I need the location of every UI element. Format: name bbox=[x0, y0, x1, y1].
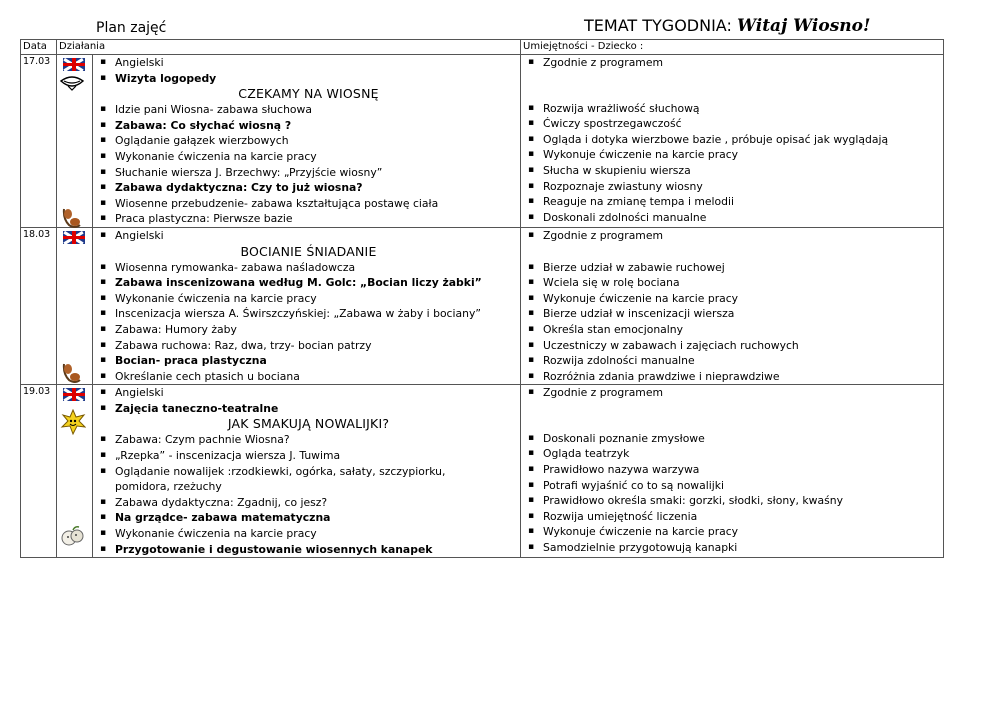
uk-flag-icon bbox=[63, 231, 85, 244]
plan-table bbox=[20, 39, 944, 558]
header-skills: Umiejętności - Dziecko : bbox=[521, 40, 944, 55]
day-skills bbox=[521, 55, 944, 228]
list-item: ▪ Rozpoznaje zwiastuny wiosny bbox=[525, 179, 943, 195]
list-item: ▪ Idzie pani Wiosna- zabawa słuchowa bbox=[97, 102, 520, 118]
pre-list bbox=[97, 385, 520, 416]
mouth-icon bbox=[59, 75, 85, 91]
list-item: ▪ Samodzielnie przygotowują kanapki bbox=[525, 540, 943, 556]
day-subtitle: CZEKAMY NA WIOSNĘ bbox=[238, 86, 379, 102]
list-item: ▪ Wykonuje ćwiczenie na karcie pracy bbox=[525, 524, 943, 540]
list-item: ▪ Zabawa: Czym pachnie Wiosna? bbox=[97, 432, 520, 448]
list-item: ▪ Bierze udział w zabawie ruchowej bbox=[525, 260, 943, 276]
list-item: ▪ Rozwija umiejętność liczenia bbox=[525, 509, 943, 525]
list-item: ▪ Prawidłowo określa smaki: gorzki, słodki, słony, kwaśny bbox=[525, 493, 943, 509]
theme-title: Witaj Wiosno! bbox=[736, 16, 871, 36]
list-item: ▪ Angielski bbox=[97, 228, 520, 244]
header-actions bbox=[57, 40, 521, 55]
list-item: ▪ Uczestniczy w zabawach i zajęciach ruchowych bbox=[525, 338, 943, 354]
list-item-continuation: pomidora, rzeżuchy bbox=[115, 480, 222, 494]
day-date: 18.03 bbox=[21, 227, 57, 384]
list-item: ▪ Rozwija zdolności manualne bbox=[525, 353, 943, 369]
list-item: ▪ Oglądanie gałązek wierzbowych bbox=[97, 133, 520, 149]
header-date: Data bbox=[21, 40, 57, 55]
list-item: ▪ „Rzepka” - inscenizacja wiersza J. Tuwima bbox=[97, 448, 520, 464]
list-item: ▪ Zabawa dydaktyczna: Zgadnij, co jesz? bbox=[97, 495, 520, 511]
list-item: ▪ Doskonali zdolności manualne bbox=[525, 210, 943, 226]
list-item: ▪ Oglądanie nowalijek :rzodkiewki, ogórka, sałaty, szczypiorku, bbox=[97, 464, 520, 480]
list-item: ▪ Doskonali poznanie zmysłowe bbox=[525, 431, 943, 447]
list-item: ▪ Zabawa dydaktyczna: Czy to już wiosna? bbox=[97, 180, 520, 196]
list-item: ▪ Praca plastyczna: Pierwsze bazie bbox=[97, 211, 520, 227]
list-item: ▪ Wiosenne przebudzenie- zabawa kształtująca postawę ciała bbox=[97, 196, 520, 212]
list-item: ▪ Wizyta logopedy bbox=[97, 71, 520, 87]
uk-flag-icon bbox=[63, 58, 85, 71]
day-actions bbox=[93, 55, 521, 228]
day-subtitle: JAK SMAKUJĄ NOWALIJKI? bbox=[227, 416, 390, 432]
list-item: ▪ Określanie cech ptasich u bociana bbox=[97, 369, 520, 385]
list-item: ▪ Zgodnie z programem bbox=[525, 55, 943, 71]
list-item: ▪ Ogląda i dotyka wierzbowe bazie , próbuje opisać jak wyglądają bbox=[525, 132, 943, 148]
list-item: ▪ Zabawa: Co słychać wiosną ? bbox=[97, 118, 520, 134]
table-header-row bbox=[21, 40, 944, 55]
list-item: ▪ Wykonuje ćwiczenie na karcie pracy bbox=[525, 147, 943, 163]
list-item: ▪ Zabawa inscenizowana według M. Golc: „Bocian liczy żabki” bbox=[97, 275, 520, 291]
list-item: ▪ Rozróżnia zdania prawdziwe i nieprawdziwe bbox=[525, 369, 943, 385]
list-item: ▪ Prawidłowo nazywa warzywa bbox=[525, 462, 943, 478]
list-item: ▪ Rozwija wrażliwość słuchową bbox=[525, 101, 943, 117]
day-icons bbox=[57, 227, 93, 384]
action-list bbox=[97, 260, 520, 385]
list-item: ▪ Zgodnie z programem bbox=[525, 385, 943, 401]
header-actions-label: Działania bbox=[59, 41, 106, 52]
skills-list bbox=[525, 228, 943, 384]
catkin-icon bbox=[61, 360, 83, 384]
skills-list bbox=[525, 55, 943, 225]
theme-prefix: TEMAT TYGODNIA: bbox=[584, 16, 732, 35]
list-item: ▪ Zabawa ruchowa: Raz, dwa, trzy- bocian patrzy bbox=[97, 338, 520, 354]
list-item: ▪ Na grządce- zabawa matematyczna bbox=[97, 510, 520, 526]
list-item: ▪ Potrafi wyjaśnić co to są nowalijki bbox=[525, 478, 943, 494]
list-item: ▪ Wciela się w rolę bociana bbox=[525, 275, 943, 291]
list-item: ▪ Wykonanie ćwiczenia na karcie pracy bbox=[97, 291, 520, 307]
list-item: ▪ Angielski bbox=[97, 385, 520, 401]
day-icons bbox=[57, 55, 93, 228]
list-item: ▪ Określa stan emocjonalny bbox=[525, 322, 943, 338]
day-icons bbox=[57, 385, 93, 558]
pre-list bbox=[97, 228, 520, 244]
day-row bbox=[21, 385, 944, 558]
list-item: ▪ Zajęcia taneczno-teatralne bbox=[97, 401, 520, 417]
action-list bbox=[97, 102, 520, 227]
catkin-icon bbox=[61, 205, 83, 229]
list-item: ▪ Bierze udział w inscenizacji wiersza bbox=[525, 306, 943, 322]
sun-icon bbox=[60, 409, 86, 435]
uk-flag-icon bbox=[63, 388, 85, 401]
pre-list bbox=[97, 55, 520, 86]
list-item: ▪ Wykonuje ćwiczenie na karcie pracy bbox=[525, 291, 943, 307]
list-item: ▪ Wykonanie ćwiczenia na karcie pracy bbox=[97, 526, 520, 542]
list-item: ▪ Słucha w skupieniu wiersza bbox=[525, 163, 943, 179]
day-subtitle: BOCIANIE ŚNIADANIE bbox=[240, 243, 377, 259]
list-item: ▪ Zgodnie z programem bbox=[525, 228, 943, 244]
day-date: 17.03 bbox=[21, 55, 57, 228]
list-item: ▪ Inscenizacja wiersza A. Świrszczyńskiej: „Zabawa w żaby i bociany” bbox=[97, 306, 520, 322]
day-skills bbox=[521, 385, 944, 558]
day-actions bbox=[93, 227, 521, 384]
list-item: ▪ Bocian- praca plastyczna bbox=[97, 353, 520, 369]
vegetables-icon bbox=[60, 525, 86, 549]
list-item: ▪ Ogląda teatrzyk bbox=[525, 446, 943, 462]
list-item: ▪ Słuchanie wiersza J. Brzechwy: „Przyjście wiosny” bbox=[97, 165, 520, 181]
skills-list bbox=[525, 385, 943, 555]
list-item: ▪ Angielski bbox=[97, 55, 520, 71]
list-item: ▪ Wykonanie ćwiczenia na karcie pracy bbox=[97, 149, 520, 165]
list-item: ▪ Przygotowanie i degustowanie wiosennych kanapek bbox=[97, 542, 520, 558]
day-row bbox=[21, 55, 944, 228]
action-list bbox=[97, 432, 520, 557]
list-item: ▪ Wiosenna rymowanka- zabawa naśladowcza bbox=[97, 260, 520, 276]
list-item: ▪ Zabawa: Humory żaby bbox=[97, 322, 520, 338]
day-date: 19.03 bbox=[21, 385, 57, 558]
day-skills bbox=[521, 227, 944, 384]
day-actions bbox=[93, 385, 521, 558]
day-row bbox=[21, 227, 944, 384]
list-item: ▪ Ćwiczy spostrzegawczość bbox=[525, 116, 943, 132]
plan-title: Plan zajęć bbox=[96, 20, 167, 36]
list-item: ▪ Reaguje na zmianę tempa i melodii bbox=[525, 194, 943, 210]
week-theme bbox=[584, 16, 870, 36]
